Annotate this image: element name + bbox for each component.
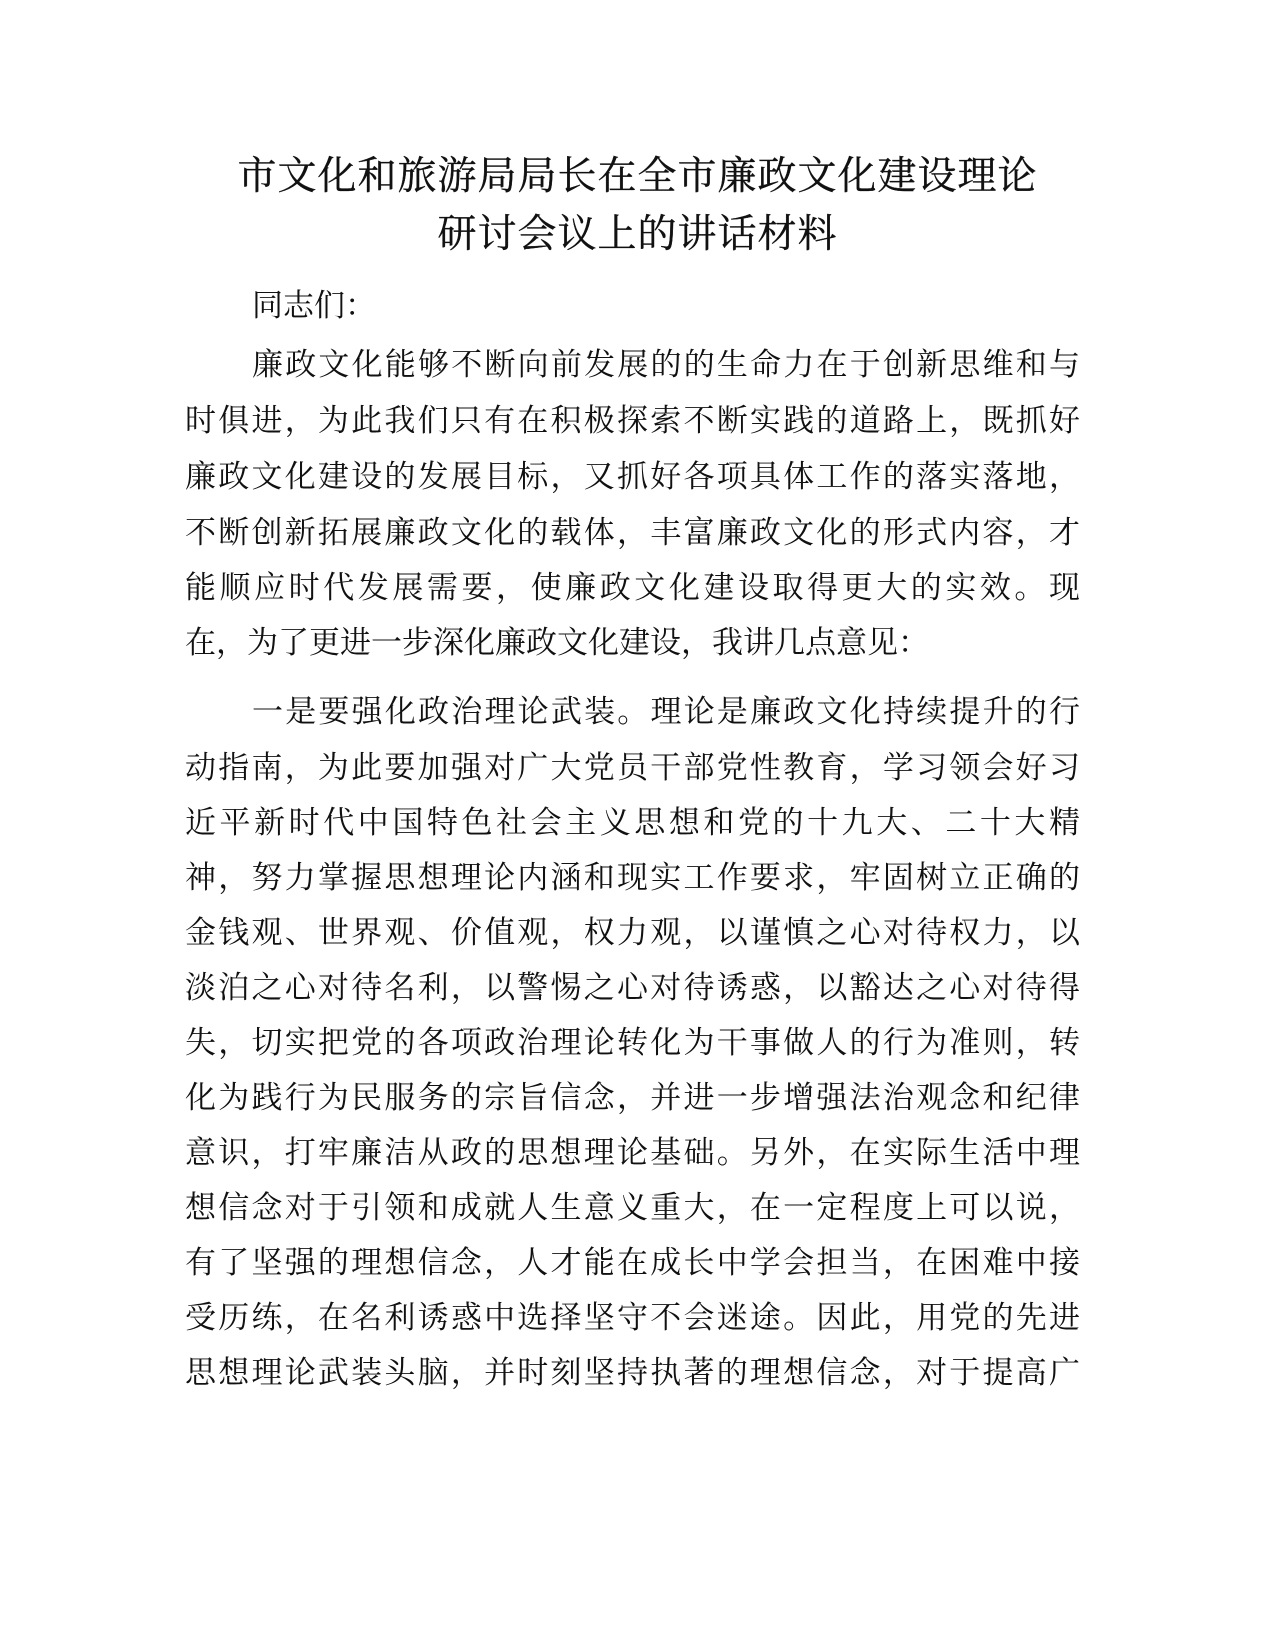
- paragraph-2-line: 失，切实把党的各项政治理论转化为干事做人的行为准则，转: [185, 1025, 1080, 1061]
- paragraph-1-line: 时俱进，为此我们只有在积极探索不断实践的道路上，既抓好: [185, 403, 1080, 439]
- paragraph-2-line: 想信念对于引领和成就人生意义重大，在一定程度上可以说，: [185, 1190, 1080, 1226]
- title-line-2: 研讨会议上的讲话材料: [437, 212, 838, 257]
- paragraph-2-line: 受历练，在名利诱惑中选择坚守不会迷途。因此，用党的先进: [185, 1300, 1080, 1336]
- paragraph-2-line: 金钱观、世界观、价值观，权力观，以谨慎之心对待权力，以: [185, 915, 1080, 951]
- paragraph-1-line: 不断创新拓展廉政文化的载体，丰富廉政文化的形式内容，才: [185, 515, 1080, 551]
- title-line-1: 市文化和旅游局局长在全市廉政文化建设理论: [237, 154, 1038, 199]
- document-title: [180, 148, 1095, 264]
- paragraph-2-line: 近平新时代中国特色社会主义思想和党的十九大、二十大精: [185, 805, 1080, 841]
- paragraph-1-line: 廉政文化能够不断向前发展的的生命力在于创新思维和与: [252, 347, 1080, 383]
- paragraph-2-line: 化为践行为民服务的宗旨信念，并进一步增强法治观念和纪律: [185, 1080, 1080, 1116]
- paragraph-1-line: 能顺应时代发展需要，使廉政文化建设取得更大的实效。现: [185, 570, 1080, 606]
- paragraph-2-line: 意识，打牢廉洁从政的思想理论基础。另外，在实际生活中理: [185, 1135, 1080, 1171]
- paragraph-2-line: 淡泊之心对待名利，以警惕之心对待诱惑，以豁达之心对待得: [185, 970, 1080, 1006]
- paragraph-2-line: 神，努力掌握思想理论内涵和现实工作要求，牢固树立正确的: [185, 860, 1080, 896]
- paragraph-1-line: 廉政文化建设的发展目标，又抓好各项具体工作的落实落地，: [185, 459, 1080, 495]
- paragraph-2-line: 一是要强化政治理论武装。理论是廉政文化持续提升的行: [252, 694, 1080, 730]
- paragraph-2-line: 思想理论武装头脑，并时刻坚持执著的理想信念，对于提高广: [185, 1355, 1080, 1391]
- paragraph-2-line: 有了坚强的理想信念，人才能在成长中学会担当，在困难中接: [185, 1245, 1080, 1281]
- greeting: 同志们：: [252, 288, 376, 324]
- paragraph-2-line: 动指南，为此要加强对广大党员干部党性教育，学习领会好习: [185, 750, 1080, 786]
- paragraph-1-line: 在，为了更进一步深化廉政文化建设，我讲几点意见：: [185, 625, 929, 661]
